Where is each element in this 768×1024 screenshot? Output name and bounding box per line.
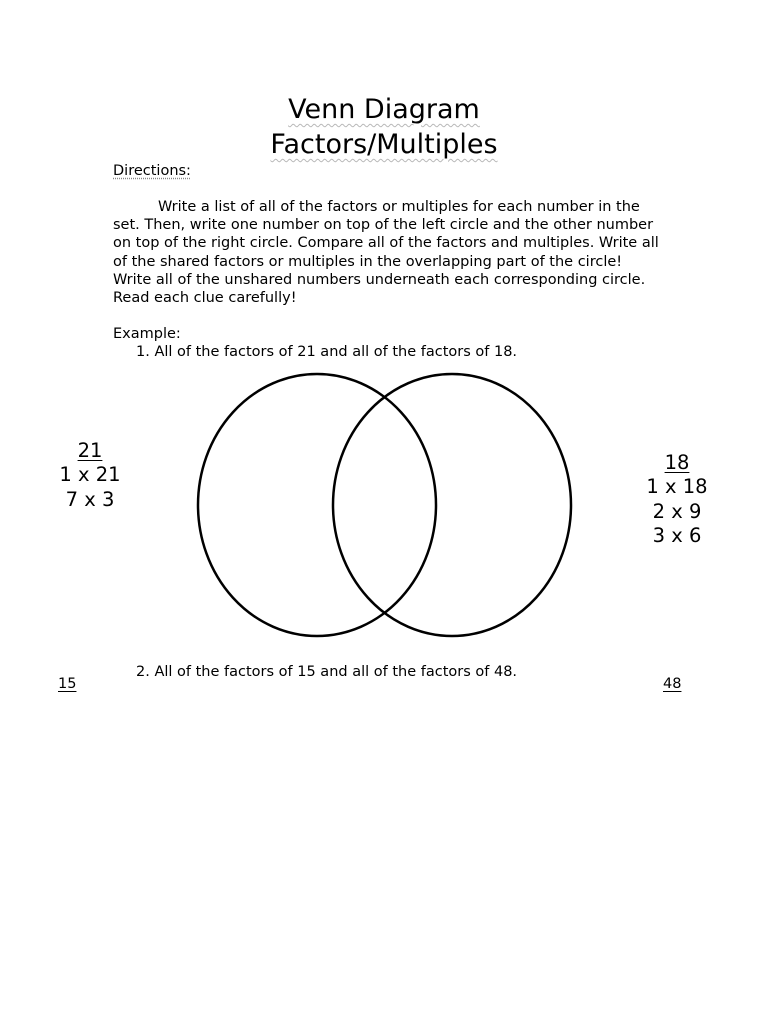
- page-title-line-2: Factors/Multiples: [270, 129, 498, 160]
- right-factor-pair: 2 x 9: [652, 499, 702, 523]
- left-factor-pair: 1 x 21: [59, 463, 121, 487]
- page-title-line-1: Venn Diagram: [288, 94, 480, 125]
- right-factor-pair: 1 x 18: [646, 475, 708, 499]
- right-factor-pair: 3 x 6: [652, 524, 702, 548]
- right-number: 18: [664, 451, 690, 474]
- left-factor-pair: 7 x 3: [65, 487, 115, 511]
- example-label: Example:: [113, 326, 181, 342]
- venn-left-circle: [198, 374, 436, 636]
- question-2-left-number: 15: [58, 676, 77, 692]
- question-2-right-number: 48: [663, 676, 682, 692]
- left-number: 21: [77, 439, 103, 462]
- directions-text: Write a list of all of the factors or multiples for each number in the set. Then, write one number on top of the left circle and the other number on top of the right circle. Compare all of the factors and multiples. Write all of the shared factors or multiples in the overlapping part of the circle! Write all of the unshared numbers underneath each corresponding circle. Read each clue carefully!: [113, 199, 659, 307]
- question-2: 2. All of the factors of 15 and all of the factors of 48.: [136, 664, 518, 680]
- directions-label: Directions:: [113, 163, 191, 179]
- venn-right-circle: [333, 374, 571, 636]
- example-question: 1. All of the factors of 21 and all of the factors of 18.: [136, 344, 518, 360]
